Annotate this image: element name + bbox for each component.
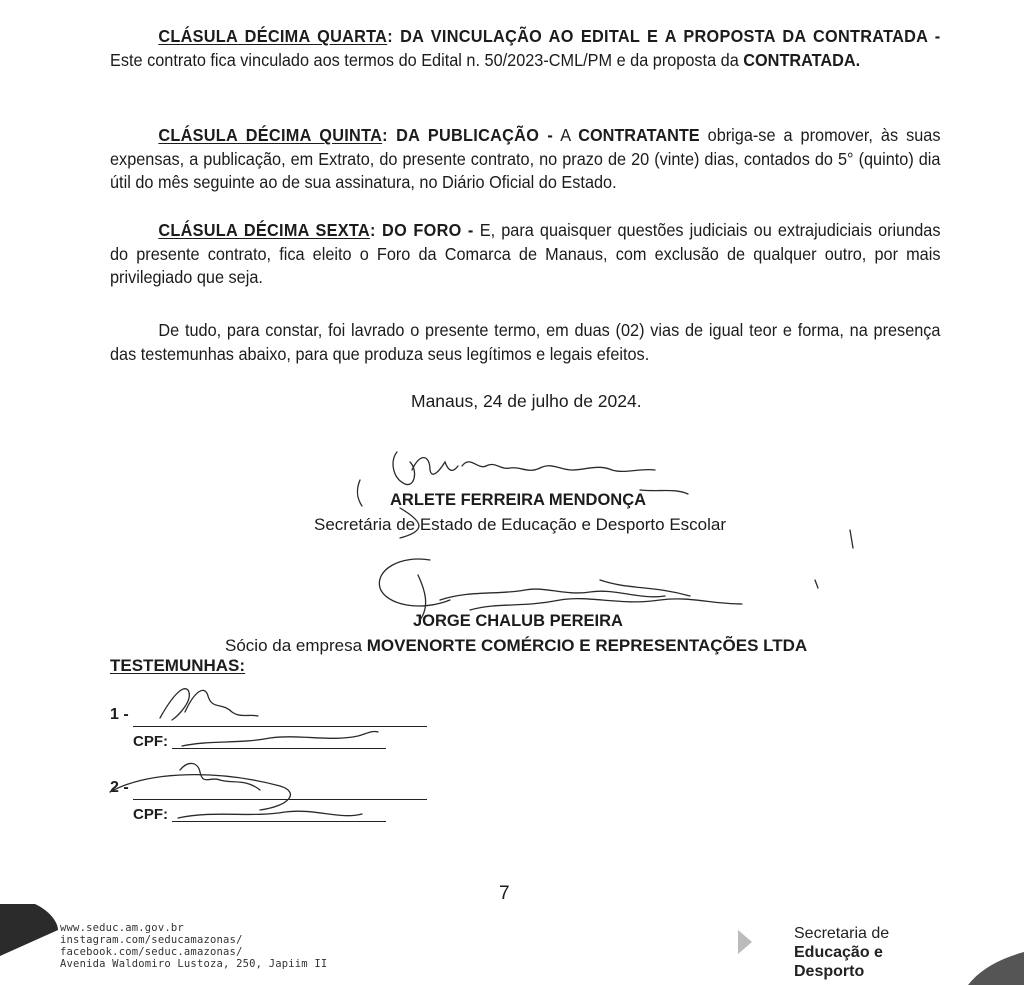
clause-14-heading: CLÁSULA DÉCIMA QUARTA (158, 26, 388, 46)
footer-address: Avenida Waldomiro Lustoza, 250, Japiim II (60, 958, 328, 970)
clause-15-party: CONTRATANTE (578, 125, 700, 145)
witness-2-cpf-line (172, 821, 386, 822)
brand-line-2: Educação e (794, 944, 883, 961)
footer-facebook: facebook.com/seduc.amazonas/ (60, 946, 243, 958)
witness-1-number: 1 - (110, 706, 129, 723)
closing-paragraph (110, 319, 940, 366)
clause-15-body: obriga-se a promover, às suas expensas, a publicação, em Extrato, do presente contrato, no prazo de 20 (vinte) dias, contados do 5° (quinto) dia útil do mês seguinte ao de sua assinatura, no Diário Oficial do Estado. (110, 125, 941, 192)
closing-text: De tudo, para constar, foi lavrado o presente termo, em duas (02) vias de igual teor e forma, na presença das testemunhas abaixo, para que produza seus legítimos e legais efeitos. (110, 320, 941, 364)
clause-15-heading: CLÁSULA DÉCIMA QUINTA (158, 125, 383, 145)
witness-1-scribble (160, 689, 378, 746)
signatory-1-role: Secretária de Estado de Educação e Desporto Escolar (314, 515, 727, 534)
signatory-1-name: ARLETE FERREIRA MENDONÇA (390, 491, 647, 509)
footer-logo-shape-right (968, 952, 1024, 985)
footer-logo-mark (738, 930, 752, 954)
footer-links (60, 922, 327, 970)
signatory-2-name: JORGE CHALUB PEREIRA (413, 612, 623, 630)
clause-16 (110, 219, 940, 290)
clause-15 (110, 124, 940, 195)
signature-2-scribble (379, 530, 853, 620)
signatory-2-role-prefix: Sócio da empresa (225, 636, 367, 655)
clause-15-body-pre: A (553, 125, 579, 145)
clause-14 (110, 25, 940, 72)
clause-14-title: : DA VINCULAÇÃO AO EDITAL E A PROPOSTA DA CONTRATADA - (387, 26, 941, 46)
footer-instagram: instagram.com/seducamazonas/ (60, 934, 243, 946)
clause-15-title: : DA PUBLICAÇÃO - (382, 125, 554, 145)
brand-line-1: Secretaria de (794, 925, 890, 942)
clause-16-title: : DO FORO - (369, 220, 474, 240)
witness-2-signature-line (133, 799, 427, 800)
witness-2-cpf-label: CPF: (133, 806, 168, 823)
witness-2-number: 2 - (110, 779, 129, 796)
footer-brand (794, 924, 889, 981)
footer-website: www.seduc.am.gov.br (60, 922, 184, 934)
signatory-2-role (225, 636, 807, 656)
witness-1-cpf-label: CPF: (133, 733, 168, 750)
document-date: Manaus, 24 de julho de 2024. (411, 391, 642, 411)
clause-16-body: E, para quaisquer questões judiciais ou extrajudiciais oriundas do presente contrato, fica eleito o Foro da Comarca de Manaus, com exclusão de qualquer outro, por mais privilegiado que seja. (110, 220, 941, 287)
witness-1-cpf-line (172, 748, 386, 749)
witnesses-title: TESTEMUNHAS: (110, 656, 246, 675)
witness-1-signature-line (133, 726, 427, 727)
clause-14-body: Este contrato fica vinculado aos termos do Edital n. 50/2023-CML/PM e da proposta da (110, 49, 744, 70)
page-number: 7 (499, 883, 510, 904)
signatory-2-company: MOVENORTE COMÉRCIO E REPRESENTAÇÕES LTDA (366, 636, 808, 655)
clause-14-tail: CONTRATADA. (743, 49, 861, 70)
brand-line-3: Desporto (794, 963, 865, 980)
clause-16-heading: CLÁSULA DÉCIMA SEXTA (158, 220, 370, 240)
footer-logo-shape-left (0, 904, 58, 956)
